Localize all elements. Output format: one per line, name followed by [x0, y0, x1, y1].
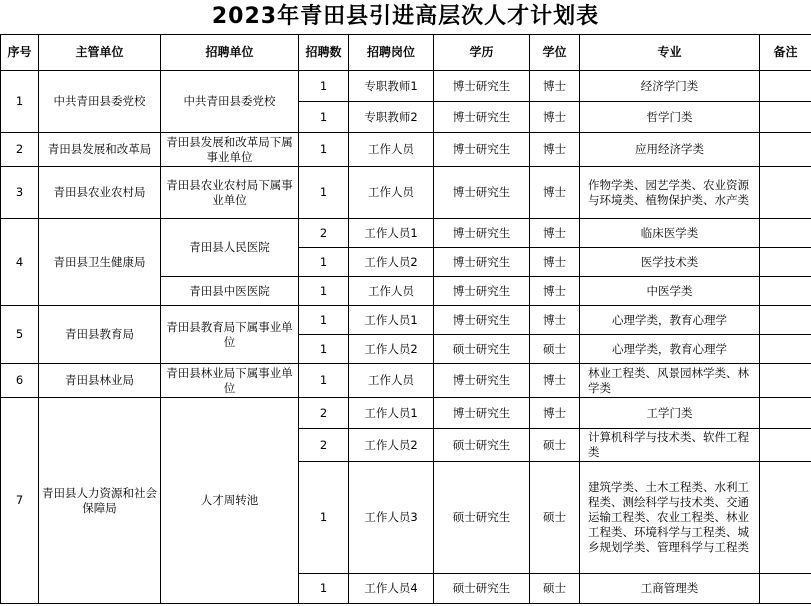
cell-seq: 1	[1, 71, 39, 133]
table-row	[1, 219, 811, 248]
header-unit: 招聘单位	[161, 35, 299, 71]
cell-dept: 青田县林业局	[39, 364, 161, 398]
cell-edu: 硕士研究生	[434, 335, 530, 364]
cell-major: 医学技术类	[580, 248, 760, 277]
cell-major: 林业工程类、风景园林学类、林学类	[580, 364, 760, 398]
cell-post: 工作人员2	[349, 335, 434, 364]
cell-post: 工作人员2	[349, 248, 434, 277]
cell-post: 工作人员1	[349, 306, 434, 335]
cell-dept: 中共青田县委党校	[39, 71, 161, 133]
header-post: 招聘岗位	[349, 35, 434, 71]
cell-note	[760, 71, 811, 102]
cell-count: 1	[299, 306, 349, 335]
cell-degree: 博士	[530, 102, 580, 133]
cell-dept: 青田县发展和改革局	[39, 133, 161, 167]
header-seq: 序号	[1, 35, 39, 71]
header-row	[1, 35, 811, 71]
cell-degree: 硕士	[530, 574, 580, 604]
cell-count: 2	[299, 219, 349, 248]
cell-degree: 博士	[530, 364, 580, 398]
cell-count: 1	[299, 167, 349, 219]
cell-count: 1	[299, 102, 349, 133]
cell-edu: 博士研究生	[434, 167, 530, 219]
page-title: 2023年青田县引进高层次人才计划表	[211, 4, 600, 29]
cell-degree: 硕士	[530, 429, 580, 462]
cell-degree: 博士	[530, 277, 580, 306]
cell-major: 心理学类，教育心理学	[580, 335, 760, 364]
cell-note	[760, 364, 811, 398]
cell-major: 哲学门类	[580, 102, 760, 133]
table-row	[1, 133, 811, 167]
recruitment-table	[0, 34, 811, 604]
cell-degree: 硕士	[530, 462, 580, 574]
cell-seq: 4	[1, 219, 39, 306]
cell-post: 工作人员2	[349, 429, 434, 462]
cell-post: 工作人员	[349, 277, 434, 306]
cell-count: 1	[299, 71, 349, 102]
cell-major: 应用经济学类	[580, 133, 760, 167]
cell-major: 临床医学类	[580, 219, 760, 248]
cell-note	[760, 574, 811, 604]
cell-edu: 博士研究生	[434, 71, 530, 102]
cell-dept: 青田县农业农村局	[39, 167, 161, 219]
cell-note	[760, 306, 811, 335]
cell-seq: 6	[1, 364, 39, 398]
cell-dept: 青田县人力资源和社会保障局	[39, 398, 161, 604]
cell-edu: 博士研究生	[434, 398, 530, 429]
cell-unit: 人才周转池	[161, 398, 299, 604]
header-major: 专业	[580, 35, 760, 71]
cell-major: 计算机科学与技术类、软件工程类	[580, 429, 760, 462]
cell-unit: 青田县林业局下属事业单位	[161, 364, 299, 398]
cell-major: 建筑学类、土木工程类、水利工程类、测绘科学与技术类、交通运输工程类、农业工程类、林业工程类、环境科学与工程类、城乡规划学类、管理科学与工程类	[580, 462, 760, 574]
cell-count: 1	[299, 574, 349, 604]
cell-post: 工作人员1	[349, 398, 434, 429]
cell-seq: 2	[1, 133, 39, 167]
cell-note	[760, 335, 811, 364]
cell-degree: 博士	[530, 167, 580, 219]
cell-post: 工作人员4	[349, 574, 434, 604]
cell-unit: 青田县教育局下属事业单位	[161, 306, 299, 364]
cell-edu: 博士研究生	[434, 102, 530, 133]
table-row	[1, 71, 811, 102]
cell-note	[760, 133, 811, 167]
cell-post: 工作人员	[349, 364, 434, 398]
cell-post: 工作人员	[349, 133, 434, 167]
header-degree: 学位	[530, 35, 580, 71]
table-row	[1, 364, 811, 398]
cell-dept: 青田县教育局	[39, 306, 161, 364]
cell-note	[760, 277, 811, 306]
cell-major: 工商管理类	[580, 574, 760, 604]
cell-major: 作物学类、园艺学类、农业资源与环境类、植物保护类、水产类	[580, 167, 760, 219]
cell-post: 工作人员3	[349, 462, 434, 574]
cell-degree: 博士	[530, 398, 580, 429]
cell-count: 1	[299, 462, 349, 574]
header-note: 备注	[760, 35, 811, 71]
cell-count: 1	[299, 248, 349, 277]
cell-edu: 硕士研究生	[434, 462, 530, 574]
cell-edu: 博士研究生	[434, 219, 530, 248]
cell-unit: 青田县中医医院	[161, 277, 299, 306]
cell-edu: 硕士研究生	[434, 574, 530, 604]
cell-degree: 博士	[530, 71, 580, 102]
cell-unit: 青田县农业农村局下属事业单位	[161, 167, 299, 219]
cell-count: 1	[299, 335, 349, 364]
cell-edu: 博士研究生	[434, 364, 530, 398]
cell-major: 工学门类	[580, 398, 760, 429]
cell-degree: 博士	[530, 306, 580, 335]
cell-unit: 青田县人民医院	[161, 219, 299, 277]
cell-note	[760, 398, 811, 429]
cell-count: 2	[299, 398, 349, 429]
cell-unit: 中共青田县委党校	[161, 71, 299, 133]
cell-post: 专职教师1	[349, 71, 434, 102]
cell-major: 心理学类，教育心理学	[580, 306, 760, 335]
table-row	[1, 398, 811, 429]
cell-note	[760, 167, 811, 219]
cell-note	[760, 102, 811, 133]
cell-degree: 博士	[530, 248, 580, 277]
cell-seq: 3	[1, 167, 39, 219]
cell-edu: 硕士研究生	[434, 429, 530, 462]
cell-major: 经济学门类	[580, 71, 760, 102]
cell-edu: 博士研究生	[434, 306, 530, 335]
cell-count: 1	[299, 364, 349, 398]
cell-count: 1	[299, 277, 349, 306]
cell-dept: 青田县卫生健康局	[39, 219, 161, 306]
cell-degree: 博士	[530, 219, 580, 248]
table-row	[1, 167, 811, 219]
cell-edu: 博士研究生	[434, 133, 530, 167]
cell-seq: 5	[1, 306, 39, 364]
cell-note	[760, 462, 811, 574]
cell-degree: 硕士	[530, 335, 580, 364]
header-count: 招聘数	[299, 35, 349, 71]
header-dept: 主管单位	[39, 35, 161, 71]
cell-post: 专职教师2	[349, 102, 434, 133]
cell-note	[760, 219, 811, 248]
cell-seq: 7	[1, 398, 39, 604]
cell-unit: 青田县发展和改革局下属事业单位	[161, 133, 299, 167]
cell-post: 工作人员1	[349, 219, 434, 248]
cell-count: 1	[299, 133, 349, 167]
header-edu: 学历	[434, 35, 530, 71]
cell-post: 工作人员	[349, 167, 434, 219]
cell-edu: 博士研究生	[434, 248, 530, 277]
cell-major: 中医学类	[580, 277, 760, 306]
cell-count: 2	[299, 429, 349, 462]
cell-note	[760, 429, 811, 462]
table-row	[1, 306, 811, 335]
cell-note	[760, 248, 811, 277]
cell-edu: 博士研究生	[434, 277, 530, 306]
cell-degree: 博士	[530, 133, 580, 167]
